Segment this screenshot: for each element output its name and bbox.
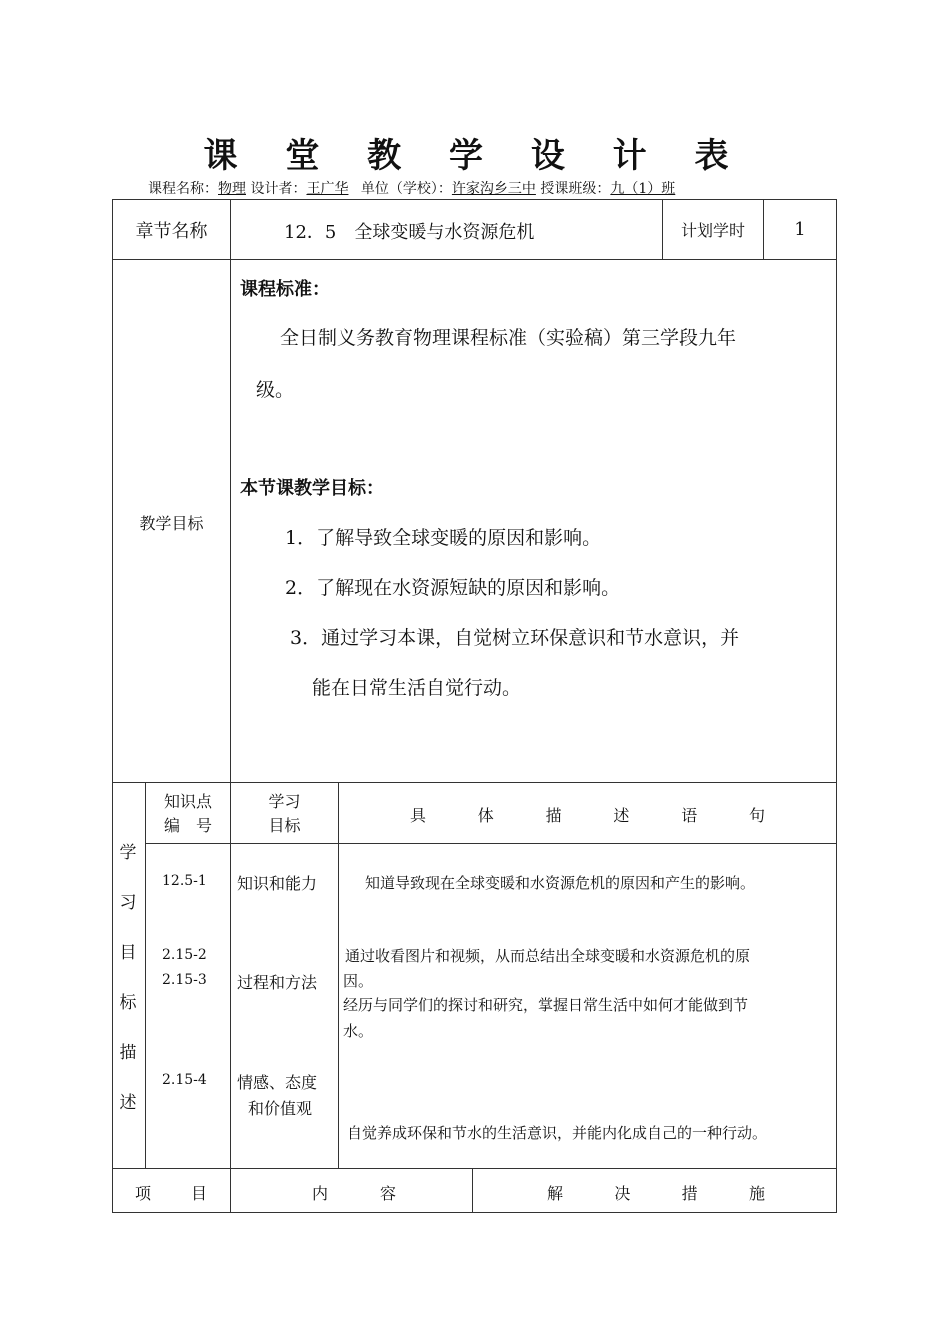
goal-1: 1．了解导致全球变暖的原因和影响。 <box>285 527 602 549</box>
row2-text2-line2: 水。 <box>343 1022 374 1040</box>
unit-value: 许家沟乡三中 <box>451 181 536 197</box>
goal-2: 2．了解现在水资源短缺的原因和影响。 <box>285 577 621 599</box>
row2-text1-line2: 因。 <box>343 972 374 990</box>
unit-label: 单位（学校）： <box>360 181 452 197</box>
designer-value: 王广华 <box>306 181 349 197</box>
chapter-name-value: 12．5 全球变暖与水资源危机 <box>284 222 535 243</box>
lesson-goals-heading: 本节课教学目标： <box>240 478 384 499</box>
row3-text: 自觉养成环保和节水的生活意识，并能内化成自己的一种行动。 <box>347 1124 768 1142</box>
course-info-line <box>148 178 675 198</box>
planned-hours-label: 计划学时 <box>680 221 745 240</box>
row3-goal-line1: 情感、态度 <box>237 1073 318 1092</box>
course-standard-line1: 全日制义务教育物理课程标准（实验稿）第三学段九年 <box>280 327 737 349</box>
designer-label: 设计者： <box>250 181 307 197</box>
goal-3-line2: 能在日常生活自觉行动。 <box>312 677 522 699</box>
row1-goal: 知识和能力 <box>237 874 318 893</box>
row1-text: 知道导致现在全球变暖和水资源危机的原因和产生的影响。 <box>365 874 756 892</box>
row2-number-a: 2.15-2 <box>162 947 207 963</box>
row3-goal-line2: 和价值观 <box>248 1099 313 1118</box>
learning-goal-description-side-label: 学 习 目 标 描 述 <box>119 843 137 1113</box>
footer-content-header: 内 容 <box>312 1184 396 1203</box>
row2-number-b: 2.15-3 <box>162 972 207 988</box>
page-title: 课 堂 教 学 设 计 表 <box>203 136 747 176</box>
course-standard-line2: 级。 <box>256 379 295 401</box>
description-text-header: 具 体 描 述 语 句 <box>410 806 765 825</box>
knowledge-point-number-header: 知识点 编 号 <box>163 792 212 835</box>
row1-number: 12.5-1 <box>162 873 207 889</box>
course-value: 物理 <box>218 181 246 197</box>
footer-item-header: 项 目 <box>135 1184 207 1203</box>
row2-text2-line1: 经历与同学们的探讨和研究，掌握日常生活中如何才能做到节 <box>343 996 749 1014</box>
course-label: 课程名称： <box>148 181 218 197</box>
chapter-name-label: 章节名称 <box>135 220 208 242</box>
row2-text1-line1: 通过收看图片和视频，从而总结出全球变暖和水资源危机的原 <box>345 947 751 965</box>
learning-goal-header: 学习 目标 <box>268 792 301 835</box>
row2-goal: 过程和方法 <box>237 973 318 992</box>
course-standard-heading: 课程标准： <box>240 279 330 300</box>
goal-3-line1: 3．通过学习本课，自觉树立环保意识和节水意识，并 <box>290 627 740 649</box>
teaching-objectives-label: 教学目标 <box>139 513 204 533</box>
row3-number: 2.15-4 <box>162 1072 207 1088</box>
footer-measures-header: 解 决 措 施 <box>547 1184 765 1203</box>
class-label: 授课班级： <box>540 181 611 197</box>
planned-hours-value: 1 <box>794 219 806 240</box>
class-value: 九（1）班 <box>610 181 676 197</box>
